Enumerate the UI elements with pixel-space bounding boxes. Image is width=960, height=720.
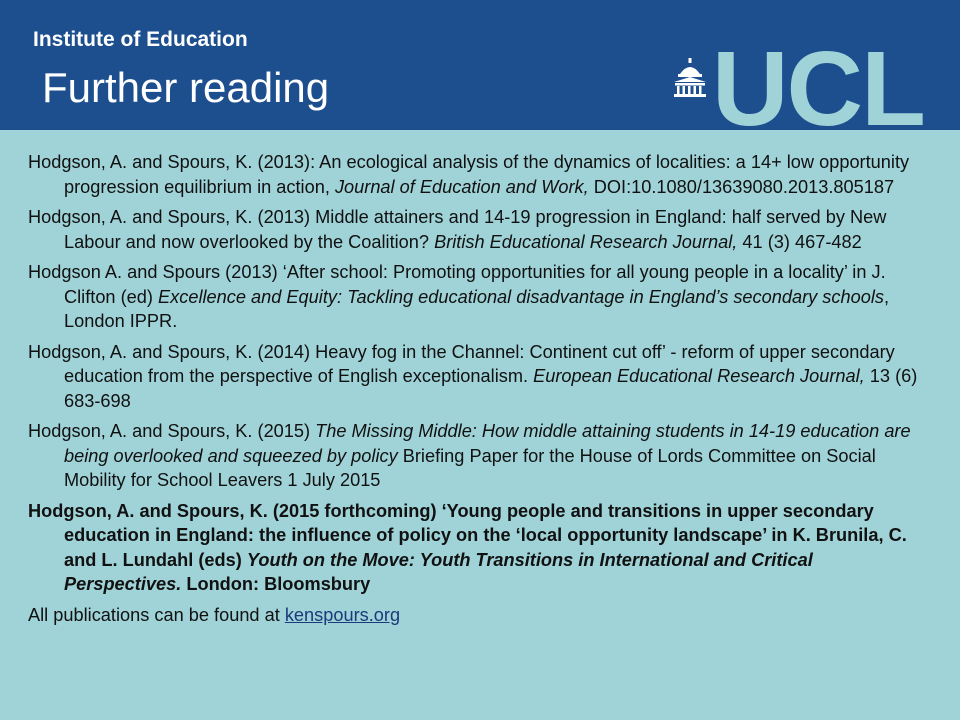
reference-text: Hodgson, A. and Spours, K. (2014) Heavy fog in the Channel: Continent cut off’ - reform of upper secondary education from the perspective of English exceptionalism.	[28, 341, 895, 386]
reference-text: DOI:10.1080/13639080.2013.805187	[588, 176, 895, 197]
reference-text: Hodgson, A. and Spours, K. (2015)	[28, 421, 316, 441]
reference-item	[28, 150, 933, 199]
reference-title: The Missing Middle: How middle attaining students in 14-19 education are being overlooked and squeezed by policy	[64, 421, 911, 466]
reference-title: Youth on the Move: Youth Transitions in International and Critical Perspectives.	[64, 549, 813, 594]
reference-title: Journal of Education and Work,	[334, 176, 589, 197]
reference-item	[28, 205, 933, 254]
footer-note	[28, 603, 933, 628]
reference-title: Excellence and Equity: Tackling educational disadvantage in England’s secondary schools	[158, 286, 884, 307]
reference-text: 13 (6) 683-698	[64, 366, 918, 411]
footer-text: All publications can be found at	[28, 604, 285, 625]
reference-title: European Educational Research Journal,	[533, 366, 865, 386]
institute-name: Institute of Education	[33, 28, 248, 51]
reference-text: Hodgson, A. and Spours, K. (2013) Middle attainers and 14-19 progression in England: half served by New Labour and now overlooked by the Coalition?	[28, 207, 887, 252]
page-title: Further reading	[42, 64, 330, 111]
reference-text: Briefing Paper for the House of Lords Committee on Social Mobility for School Leavers 1 July 2015	[64, 445, 876, 490]
reference-text: 41 (3) 467-482	[737, 231, 862, 252]
reference-text: Hodgson, A. and Spours, K. (2015 forthcoming) ‘Young people and transitions in upper secondary education in England: the influence of policy on the ‘local opportunity landscape’ in K. Brunila, C. and L. Lundahl (eds)	[28, 500, 907, 570]
reference-item	[28, 499, 933, 597]
reference-item	[28, 419, 933, 493]
reference-text: , London IPPR.	[64, 286, 890, 331]
reference-text: Hodgson A. and Spours (2013) ‘After school: Promoting opportunities for all young people in a locality’ in J. Clifton (ed)	[28, 262, 886, 307]
reference-list	[28, 150, 933, 627]
kenspours-link[interactable]: kenspours.org	[284, 604, 401, 625]
portico-dome-icon	[672, 58, 708, 98]
reference-item	[28, 340, 933, 414]
reference-title: British Educational Research Journal,	[434, 231, 738, 252]
ucl-logo: UCL	[712, 44, 924, 130]
header-banner	[0, 0, 960, 130]
reference-text: London: Bloomsbury	[181, 574, 371, 594]
reference-text: Hodgson, A. and Spours, K. (2013): An ecological analysis of the dynamics of localities: a 14+ low opportunity progression equilibrium in action,	[28, 152, 910, 197]
reference-item	[28, 260, 933, 334]
